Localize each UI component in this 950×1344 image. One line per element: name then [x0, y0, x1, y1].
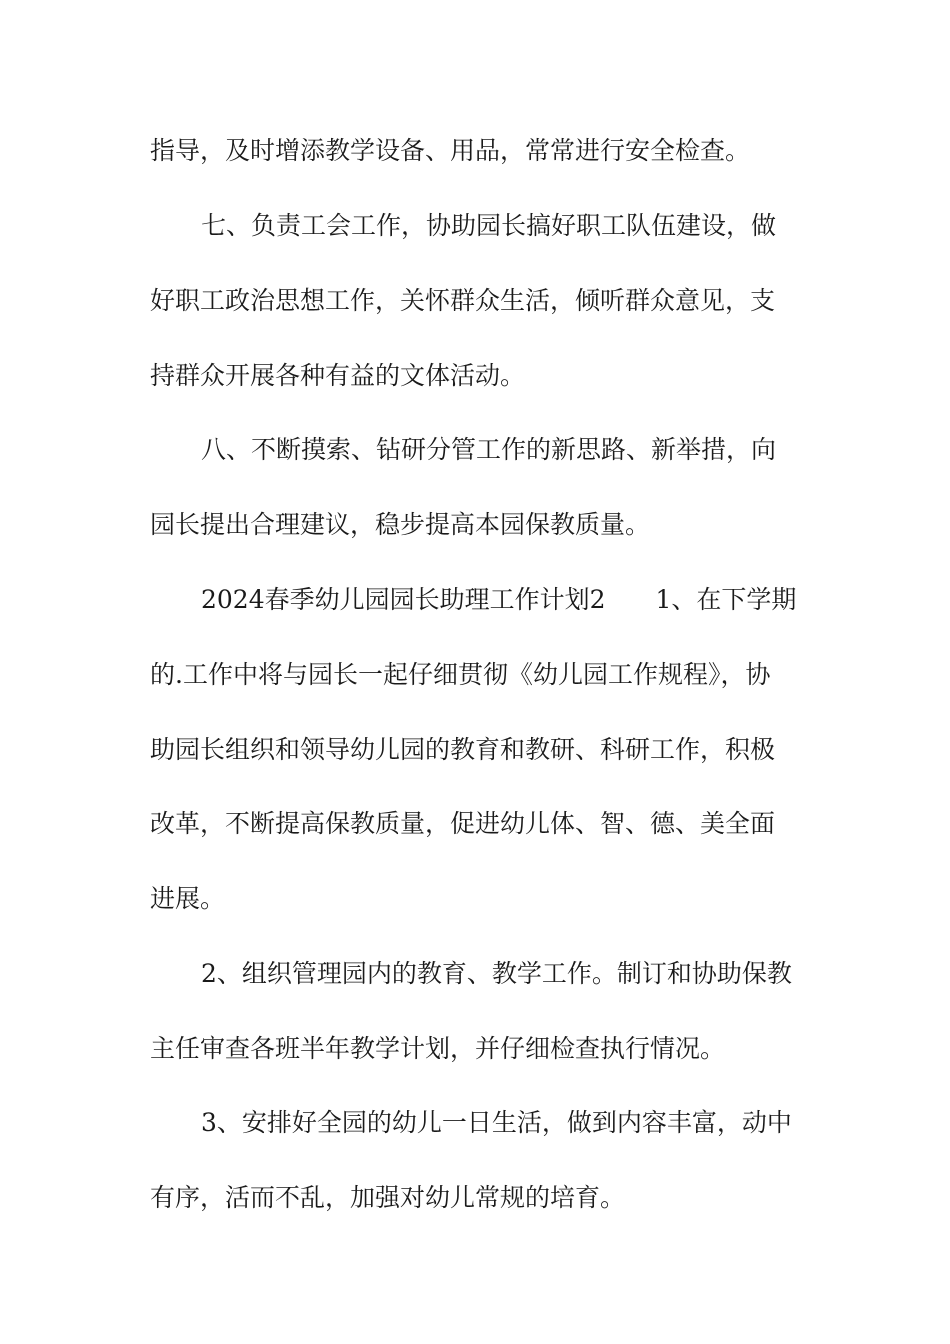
text-line: 好职工政治思想工作，关怀群众生活，倾听群众意见，支: [150, 286, 776, 315]
text-line: 进展。: [150, 884, 226, 913]
text-line: 2、组织管理园内的教育、教学工作。制订和协助保教: [201, 959, 792, 988]
text-line: 园长提出合理建议，稳步提高本园保教质量。: [150, 510, 651, 539]
text-line: 2024春季幼儿园园长助理工作计划2 1、在下学期: [201, 585, 797, 614]
text-line: 有序，活而不乱，加强对幼儿常规的培育。: [150, 1183, 626, 1212]
text-line: 3、安排好全园的幼儿一日生活，做到内容丰富，动中: [201, 1108, 792, 1137]
text-line: 持群众开展各种有益的文体活动。: [150, 361, 526, 390]
text-line: 主任审查各班半年教学计划，并仔细检查执行情况。: [150, 1034, 726, 1063]
text-line: 的.工作中将与园长一起仔细贯彻《幼儿园工作规程》，协: [150, 660, 771, 689]
text-line: 改革，不断提高保教质量，促进幼儿体、智、德、美全面: [150, 809, 776, 838]
text-line: 七、负责工会工作，协助园长搞好职工队伍建设，做: [201, 211, 777, 240]
text-line: 指导，及时增添教学设备、用品，常常进行安全检查。: [150, 136, 751, 165]
text-line: 助园长组织和领导幼儿园的教育和教研、科研工作，积极: [150, 735, 776, 764]
text-line: 八、不断摸索、钻研分管工作的新思路、新举措，向: [201, 435, 777, 464]
